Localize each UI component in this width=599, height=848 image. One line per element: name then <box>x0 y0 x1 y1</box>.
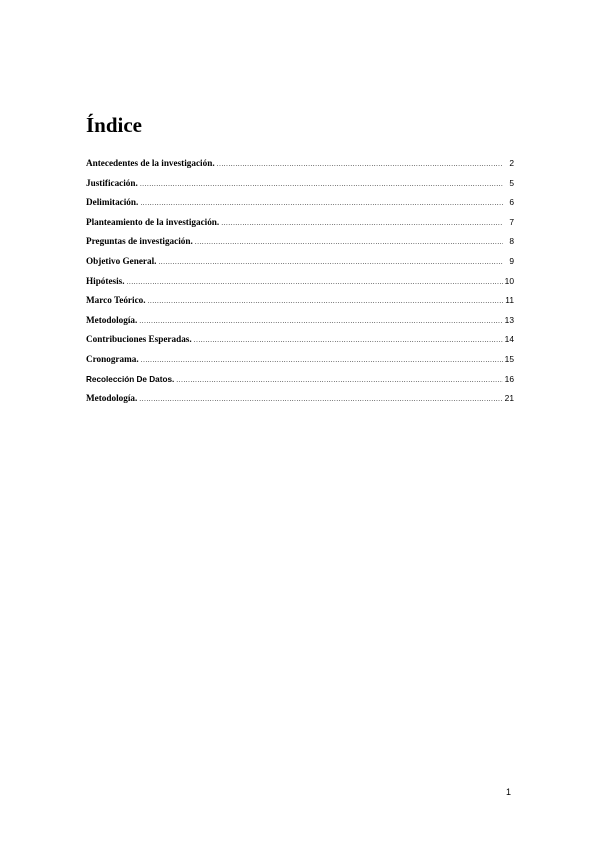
toc-entry-preguntas[interactable] <box>86 236 514 256</box>
toc-dot-leader <box>221 220 503 227</box>
toc-entry-antecedentes[interactable] <box>86 158 514 178</box>
toc-dot-leader <box>158 259 503 266</box>
toc-entry-metodologia-2[interactable] <box>86 393 514 413</box>
toc-dot-leader <box>139 318 502 325</box>
toc-entry-objetivo-general[interactable] <box>86 256 514 276</box>
toc-entry-recoleccion-datos[interactable] <box>86 374 514 394</box>
page-title: Índice <box>86 113 143 137</box>
toc-entry-page: 15 <box>504 353 514 364</box>
toc-entry-label: Cronograma. <box>86 353 139 364</box>
toc-dot-leader <box>217 161 503 168</box>
toc-entry-label: Justificación. <box>86 177 138 188</box>
toc-entry-page: 14 <box>504 334 514 345</box>
toc-entry-page: 13 <box>504 314 514 325</box>
toc-entry-label: Hipótesis. <box>86 275 125 286</box>
toc-entry-marco-teorico[interactable] <box>86 295 514 315</box>
toc-dot-leader <box>176 377 502 384</box>
toc-dot-leader <box>148 298 503 305</box>
table-of-contents <box>86 158 514 413</box>
toc-entry-page: 11 <box>505 295 514 306</box>
toc-entry-contribuciones[interactable] <box>86 334 514 354</box>
toc-dot-leader <box>140 181 503 188</box>
toc-entry-label: Marco Teórico. <box>86 295 146 306</box>
toc-entry-page: 5 <box>509 177 514 188</box>
toc-entry-page: 7 <box>509 216 514 227</box>
toc-entry-label: Objetivo General. <box>86 255 157 266</box>
toc-entry-metodologia[interactable] <box>86 315 514 335</box>
toc-entry-justificacion[interactable] <box>86 178 514 198</box>
toc-entry-label: Metodología. <box>86 314 138 325</box>
toc-entry-planteamiento[interactable] <box>86 217 514 237</box>
toc-entry-label: Antecedentes de la investigación. <box>86 158 215 168</box>
toc-entry-label: Preguntas de investigación. <box>86 236 193 247</box>
toc-dot-leader <box>141 357 503 364</box>
toc-entry-label: Recolección De Datos. <box>86 374 175 384</box>
toc-entry-page: 16 <box>504 373 514 384</box>
toc-entry-label: Metodología. <box>86 393 138 404</box>
toc-entry-page: 9 <box>509 255 514 266</box>
toc-entry-page: 21 <box>504 393 514 404</box>
toc-dot-leader <box>127 279 503 286</box>
page-number: 1 <box>506 787 512 797</box>
toc-entry-page: 8 <box>509 236 514 247</box>
toc-dot-leader <box>195 239 503 246</box>
toc-entry-page: 2 <box>509 158 514 168</box>
toc-entry-cronograma[interactable] <box>86 354 514 374</box>
toc-entry-hipotesis[interactable] <box>86 276 514 296</box>
toc-entry-delimitacion[interactable] <box>86 197 514 217</box>
toc-dot-leader <box>194 337 503 344</box>
toc-dot-leader <box>140 200 503 207</box>
toc-entry-label: Planteamiento de la investigación. <box>86 216 220 227</box>
toc-entry-label: Delimitación. <box>86 197 139 208</box>
toc-entry-page: 6 <box>509 197 514 208</box>
toc-entry-page: 10 <box>504 275 514 286</box>
toc-entry-label: Contribuciones Esperadas. <box>86 334 192 345</box>
toc-dot-leader <box>139 396 502 403</box>
